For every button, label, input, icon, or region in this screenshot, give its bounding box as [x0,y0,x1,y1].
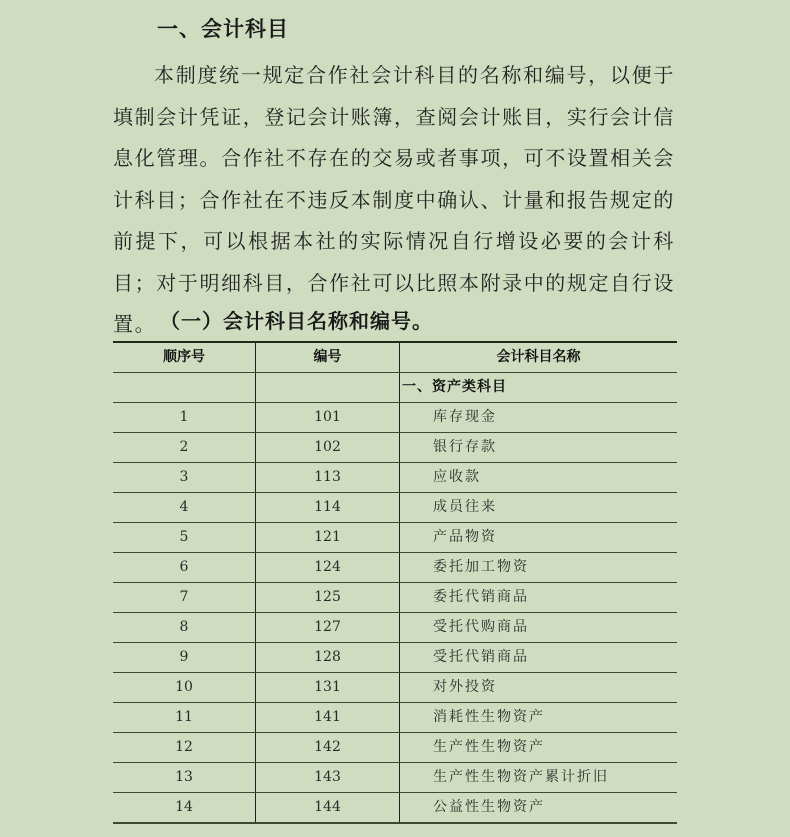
header-code: 编号 [256,342,400,373]
table-row [113,433,677,463]
section-heading: 一、会计科目 [157,17,289,41]
category-code [256,373,400,403]
row-seq: 14 [113,793,256,824]
table-row [113,763,677,793]
row-seq: 1 [113,403,256,433]
table-row [113,793,677,824]
table-header-row [113,342,677,373]
row-code: 144 [256,793,400,824]
table-row [113,613,677,643]
row-code: 101 [256,403,400,433]
table-row [113,493,677,523]
table-row [113,643,677,673]
row-code: 142 [256,733,400,763]
header-seq: 顺序号 [113,342,256,373]
row-seq: 6 [113,553,256,583]
header-name: 会计科目名称 [400,342,678,373]
table-row [113,703,677,733]
row-seq: 11 [113,703,256,733]
row-code: 141 [256,703,400,733]
row-seq: 4 [113,493,256,523]
row-name: 公益性生物资产 [400,793,678,824]
row-seq: 3 [113,463,256,493]
row-seq: 5 [113,523,256,553]
row-code: 125 [256,583,400,613]
table-row [113,733,677,763]
row-name: 库存现金 [400,403,678,433]
category-row [113,373,677,403]
row-name: 银行存款 [400,433,678,463]
row-code: 114 [256,493,400,523]
row-code: 128 [256,643,400,673]
table-subheading: （一）会计科目名称和编号。 [160,309,433,333]
row-seq: 7 [113,583,256,613]
table-row [113,673,677,703]
row-name: 生产性生物资产累计折旧 [400,763,678,793]
row-code: 113 [256,463,400,493]
row-name: 委托代销商品 [400,583,678,613]
row-seq: 9 [113,643,256,673]
row-code: 131 [256,673,400,703]
category-seq [113,373,256,403]
category-name: 一、资产类科目 [400,373,678,403]
row-name: 生产性生物资产 [400,733,678,763]
intro-paragraph: 本制度统一规定合作社会计科目的名称和编号，以便于填制会计凭证，登记会计账簿，查阅会计账目，实行会计信息化管理。合作社不存在的交易或者事项，可不设置相关会计科目；合作社在不违反本制度中确认、计量和报告规定的前提下，可以根据本社的实际情况自行增设必要的会计科目；对于明细科目，合作社可以比照本附录中的规定自行设置。 [113,63,675,336]
row-seq: 10 [113,673,256,703]
row-code: 127 [256,613,400,643]
table-row [113,583,677,613]
row-name: 应收款 [400,463,678,493]
row-code: 143 [256,763,400,793]
row-name: 受托代购商品 [400,613,678,643]
row-name: 委托加工物资 [400,553,678,583]
row-code: 124 [256,553,400,583]
row-code: 102 [256,433,400,463]
row-seq: 2 [113,433,256,463]
table-row [113,403,677,433]
row-name: 对外投资 [400,673,678,703]
row-code: 121 [256,523,400,553]
row-name: 成员往来 [400,493,678,523]
row-name: 受托代销商品 [400,643,678,673]
row-name: 产品物资 [400,523,678,553]
row-seq: 8 [113,613,256,643]
accounts-table [113,341,677,824]
table-row [113,523,677,553]
row-seq: 13 [113,763,256,793]
row-seq: 12 [113,733,256,763]
row-name: 消耗性生物资产 [400,703,678,733]
table-row [113,463,677,493]
table-row [113,553,677,583]
